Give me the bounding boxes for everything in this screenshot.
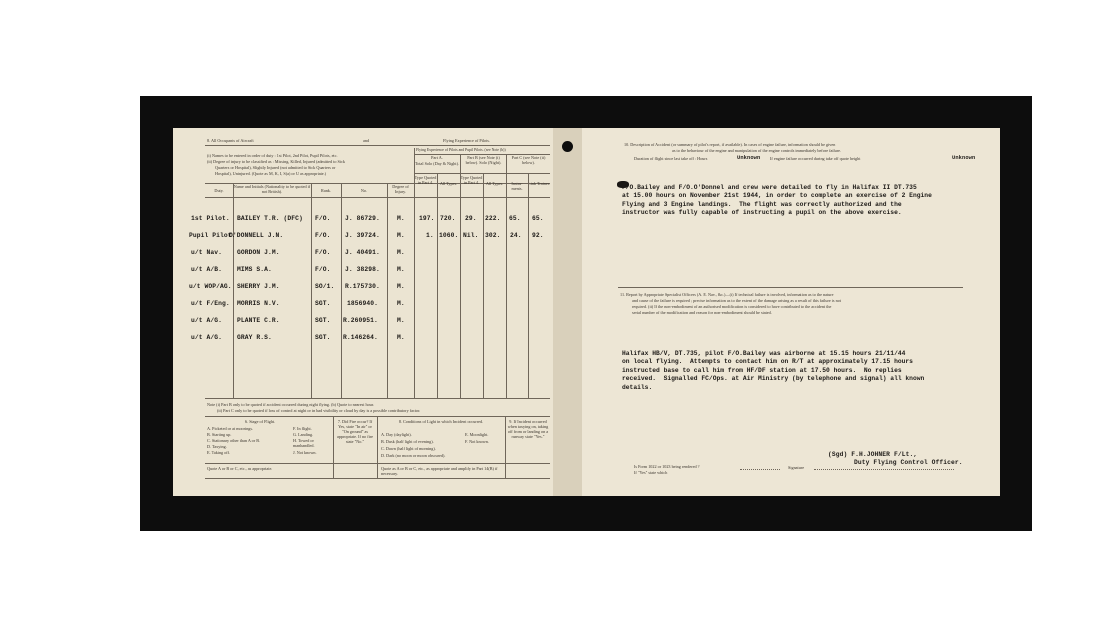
light-quote: Quote as A or B or C, etc., as appropriate and amplify in Part 14(B) if necessary. bbox=[381, 466, 498, 476]
col-divider bbox=[437, 173, 438, 398]
cell-link-trainer: 92. bbox=[532, 232, 544, 239]
cell-duty: u/t A/G. bbox=[191, 317, 223, 324]
stage-item: D. Taxying. bbox=[207, 444, 227, 449]
section-and: and bbox=[363, 138, 370, 143]
dotted-line bbox=[814, 469, 954, 470]
report-title: 11. Report by Appropriate Specialist Officers (A. E. Nav., &c.)—(i) If technical failure is involved, information as to the nature bbox=[620, 292, 834, 297]
cell-rank: SGT. bbox=[315, 334, 331, 341]
report-line: required. (ii) If the non-embodiment of an authorised modification is considered to have contributed to the accident the bbox=[632, 304, 832, 309]
stage-title: 6. Stage of Flight. bbox=[245, 419, 276, 424]
stage-item: E. Taking off. bbox=[207, 450, 231, 455]
light-item: E. Moonlight. bbox=[465, 432, 489, 437]
cell-number: R.260951. bbox=[343, 317, 378, 324]
cell-duty: u/t F/Eng. bbox=[191, 300, 230, 307]
note-bottom: (ii) Part C only to be quoted if loss of control at night or in bad visibility or cloud by day is a possible contributory factor. bbox=[217, 408, 421, 413]
note-line: (ii) Degree of injury to be classified as : Missing, Killed, Injured (admitted to Sick bbox=[207, 159, 345, 164]
box-divider bbox=[505, 416, 506, 478]
col-divider bbox=[528, 173, 529, 398]
col-header-link-trainer: Link Trainer. bbox=[528, 181, 550, 186]
signature-label: Signature bbox=[788, 465, 805, 470]
cell-number: J. 86729. bbox=[345, 215, 380, 222]
cell-injury: M. bbox=[397, 249, 405, 256]
light-item: B. Dusk (half light of evening). bbox=[381, 439, 434, 444]
col-header-all-b: All Types. bbox=[485, 181, 504, 186]
cell-name: MORRIS N.V. bbox=[237, 300, 280, 307]
cell-all-a: 720. bbox=[440, 215, 456, 222]
cell-name: BAILEY T.R. (DFC) bbox=[237, 215, 303, 222]
description-title-2: as to the behaviour of the engine and manipulation of the engine controls immediately before failure. bbox=[672, 148, 842, 153]
stage-item: F. In flight. bbox=[293, 426, 312, 431]
cell-all-b: 222. bbox=[485, 215, 501, 222]
light-item: A. Day (daylight). bbox=[381, 432, 412, 437]
note-line: (i) Names to be entered in order of duty : 1st Pilot, 2nd Pilot, Pupil Pilots, etc. bbox=[207, 153, 338, 158]
cell-name: PLANTE C.R. bbox=[237, 317, 280, 324]
col-header-no: No. bbox=[360, 188, 368, 193]
note-bottom: Note (i) Part B only to be quoted if accident occurred during night flying. (b) Quote to nearest hour. bbox=[207, 402, 374, 407]
cell-injury: M. bbox=[397, 283, 405, 290]
light-item: C. Dawn (half light of morning). bbox=[381, 446, 436, 451]
cell-type-a: 1. bbox=[426, 232, 434, 239]
cell-name: GRAY R.S. bbox=[237, 334, 272, 341]
cell-all-b: 302. bbox=[485, 232, 501, 239]
stage-item: A. Picketed or at moorings. bbox=[207, 426, 254, 431]
cell-name: O'DONNELL J.N. bbox=[229, 232, 284, 239]
part-c-label: Part C (see Note (ii) below). bbox=[511, 155, 546, 165]
note-line: Quarters or Hospital), Slightly Injured (not admitted to Sick Quarters or bbox=[215, 165, 336, 170]
cell-rank: SO/1. bbox=[315, 283, 335, 290]
cell-rank: SGT. bbox=[315, 317, 331, 324]
cell-injury: M. bbox=[397, 232, 405, 239]
col-header-instruments: Instru-ments. bbox=[511, 181, 523, 191]
col-header-injury: Degree of Injury. bbox=[392, 184, 409, 194]
duration-value: Unknown bbox=[737, 155, 761, 161]
signature-name: (Sgd) F.H.JOHNER F/Lt., bbox=[828, 451, 918, 458]
cell-instruments: 65. bbox=[509, 215, 521, 222]
description-title: 10. Description of Accident (or summary of pilot's report, if available). In cases of engine failure, information should be given bbox=[624, 142, 836, 147]
page-gutter bbox=[553, 128, 582, 496]
stage-item: C. Stationary other than A or B. bbox=[207, 438, 261, 443]
col-header-type-b: Type Quoted in Part 4. bbox=[460, 175, 483, 185]
col-header-rank: Rank. bbox=[321, 188, 331, 193]
cell-number: R.175730. bbox=[345, 283, 380, 290]
fire-box: 7. Did Fire occur? If Yes, state "In air" or "On ground" as appropriate. If no fire state "No." bbox=[336, 419, 374, 444]
light-title: 8. Conditions of Light in which Incident occurred. bbox=[398, 419, 484, 424]
cell-injury: M. bbox=[397, 300, 405, 307]
dotted-line bbox=[740, 469, 780, 470]
cell-injury: M. bbox=[397, 266, 405, 273]
stage-item: G. Landing. bbox=[293, 432, 314, 437]
cell-type-b: Nil. bbox=[463, 232, 479, 239]
col-divider bbox=[506, 154, 507, 398]
divider bbox=[618, 287, 963, 288]
col-divider bbox=[414, 148, 415, 398]
cell-injury: M. bbox=[397, 317, 405, 324]
flying-exp-header: Flying Experience of Pilots and Pupil Pilots. (see Note (b)) bbox=[416, 148, 506, 152]
report-text: Halifax HB/V, DT.735, pilot F/O.Bailey was airborne at 15.15 hours 21/11/44 on local flying. Attempts to contact him on R/T at approximately 17.15 hours instructed base to call him from HF/DF station at 17.50 hours. No replies received. Signalled FC/Ops. at Air Ministry (by telephone and signal) all known details. bbox=[622, 350, 925, 391]
table-bottom-line bbox=[205, 398, 550, 399]
cell-number: J. 38298. bbox=[345, 266, 380, 273]
cell-type-b: 29. bbox=[465, 215, 477, 222]
duration-tail: If engine failure occurred during take off quote height bbox=[770, 156, 861, 161]
note-line: Hospital), Uninjured. (Quote as M, K, I, S(a) or U as appropriate.) bbox=[215, 171, 327, 176]
divider bbox=[414, 173, 550, 174]
cell-instruments: 24. bbox=[510, 232, 522, 239]
report-line: and cause of the failure is required ; precise information as to the extent of the damage arising as a result of this failure is not bbox=[632, 298, 841, 303]
cell-injury: M. bbox=[397, 215, 405, 222]
box-divider bbox=[333, 416, 334, 478]
col-divider bbox=[460, 154, 461, 398]
col-header-type-a: Type Quoted in Part 4. bbox=[414, 175, 437, 185]
cell-duty: 1st Pilot. bbox=[191, 215, 230, 222]
cell-name: GORDON J.M. bbox=[237, 249, 280, 256]
cell-duty: u/t A/G. bbox=[191, 334, 223, 341]
light-item: F. Not known. bbox=[465, 439, 489, 444]
cell-name: SHERRY J.M. bbox=[237, 283, 280, 290]
cell-all-a: 1060. bbox=[439, 232, 459, 239]
cell-duty: u/t A/B. bbox=[191, 266, 223, 273]
cell-rank: F/O. bbox=[315, 266, 331, 273]
cell-duty: Pupil Pilot. bbox=[189, 232, 236, 239]
duration-label: Duration of flight since last take off : Hours bbox=[634, 156, 708, 161]
cell-number: R.146264. bbox=[343, 334, 378, 341]
height-value: Unknown bbox=[952, 155, 976, 161]
runway-box: 9. If Incident occurred when taxying on, taking off from or landing on a runway state "Yes." bbox=[507, 419, 549, 439]
cell-type-a: 197. bbox=[419, 215, 435, 222]
col-divider bbox=[483, 173, 484, 398]
col-header-all-a: All Types. bbox=[439, 181, 458, 186]
report-line: serial number of the modification and reason for non-embodiment should be stated. bbox=[632, 310, 772, 315]
header-bottom-line bbox=[205, 197, 550, 198]
section-title-right: Flying Experience of Pilots. bbox=[443, 138, 490, 143]
cell-rank: F/O. bbox=[315, 249, 331, 256]
part-a-sub: Total Solo (Day & Night). bbox=[414, 161, 460, 166]
cell-number: J. 39724. bbox=[345, 232, 380, 239]
description-text: F/O.Bailey and F/O.O'Donnel and crew were detailed to fly in Halifax II DT.735 at 15.00 hours on November 21st 1944, in order to complete an exercise of 2 Engine Flying and 3 Engine landings. The flight was correctly authorized and the instructor was fully capable of instructing a pupil on the above exercise. bbox=[622, 184, 932, 217]
cell-number: 1856940. bbox=[347, 300, 379, 307]
cell-injury: M. bbox=[397, 334, 405, 341]
part-a-label: Part A. bbox=[431, 155, 443, 160]
col-divider bbox=[387, 183, 388, 398]
col-header-name: Name and Initials (Nationality to be quoted if not British). bbox=[233, 184, 311, 194]
punch-hole bbox=[562, 141, 573, 152]
col-divider bbox=[341, 183, 342, 398]
form-note: Is Form 1022 or 1023 being rendered ? bbox=[634, 464, 700, 469]
right-page bbox=[582, 128, 1000, 496]
col-header-duty: Duty. bbox=[214, 188, 224, 193]
part-b-label: Part B (see Note (i) below). Solo (Night). bbox=[465, 155, 502, 165]
cell-link-trainer: 65. bbox=[532, 215, 544, 222]
divider bbox=[205, 463, 550, 464]
col-divider bbox=[311, 183, 312, 398]
cell-rank: F/O. bbox=[315, 232, 331, 239]
form-note-2: If "Yes" state which bbox=[634, 470, 668, 475]
light-item: D. Dark (no moon or moon obscured). bbox=[381, 453, 446, 458]
box-divider bbox=[377, 416, 378, 478]
signature-title: Duty Flying Control Officer. bbox=[854, 459, 963, 466]
col-divider bbox=[233, 183, 234, 398]
stage-item: H. Towed or manhandled. bbox=[293, 438, 315, 448]
section-title: 8. All Occupants of Aircraft bbox=[207, 138, 254, 143]
stage-quote: Quote A or B or C, etc., as appropriate. bbox=[207, 466, 273, 471]
stage-item: J. Not known. bbox=[293, 450, 317, 455]
cell-duty: u/t WOP/AG. bbox=[189, 283, 232, 290]
left-page bbox=[173, 128, 553, 496]
cell-rank: F/O. bbox=[315, 215, 331, 222]
stage-item: B. Starting up. bbox=[207, 432, 232, 437]
divider bbox=[205, 145, 550, 146]
cell-number: J. 40491. bbox=[345, 249, 380, 256]
cell-rank: SGT. bbox=[315, 300, 331, 307]
divider bbox=[205, 478, 550, 479]
cell-duty: u/t Nav. bbox=[191, 249, 223, 256]
cell-name: MIMS S.A. bbox=[237, 266, 272, 273]
